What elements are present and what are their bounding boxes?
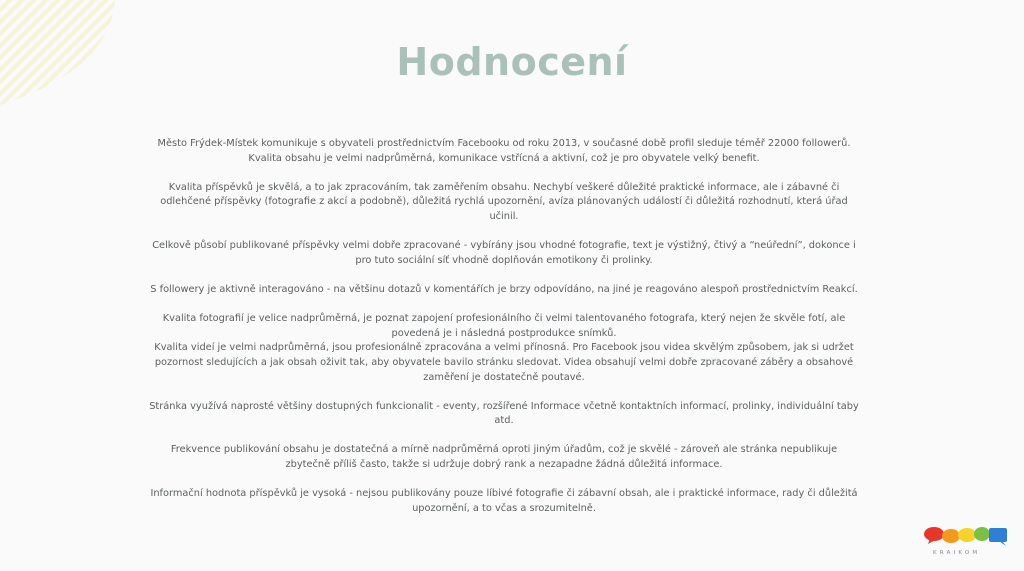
paragraph-functionality: Stránka využívá naprosté většiny dostupných funkcionalit - eventy, rozšířené Informace včetně kontaktních informací, prolinky, individuální taby atd.	[149, 400, 859, 427]
paragraph-frequency: Frekvence publikování obsahu je dostatečná a mírně nadprůměrná oproti jiným úřadům, což je skvělé - zároveň ale stránka nepublikuje zbytečně příliš často, takže si udržuje dobrý rank a nezapadne žádná důležitá informace.	[170, 444, 838, 471]
paragraph-info-value: Informační hodnota příspěvků je vysoká - nejsou publikovány pouze líbivé fotografie či zábavní obsah, ale i praktické informace, rady či důležitá upozornění, a to včas a srozumitelně.	[150, 488, 858, 514]
logo-text: KRAIKOM	[933, 550, 981, 556]
paragraph-video-quality: Kvalita videí je velmi nadprůměrná, jsou profesionálně zpracována a velmi přínosná. Pro Facebook jsou videa skvělým způsobem, jak si udržet pozornost sledujících a jak obsah oživit tak, aby obyvatele bavilo stránku sledovat. Videa obsahují velmi dobře zpracované záběry a obsahové zaměření je dostatečně poutavé.	[154, 342, 854, 383]
paragraph-interaction: S followery je aktivně interagováno - na většinu dotazů v komentářích je brzy odpovídáno, na jiné je reagováno alespoň prostřednictvím Reakcí.	[150, 283, 858, 295]
paragraph-photo-quality: Kvalita fotografií je velice nadprůměrná, je poznat zapojení profesionálního či velmi talentovaného fotografa, který nejen že skvěle fotí, ale povedená je i následná postprodukce snímků.	[162, 313, 846, 339]
evaluation-text	[148, 137, 860, 531]
paragraph-intro: Město Frýdek-Místek komunikuje s obyvateli prostřednictvím Facebooku od roku 2013, v současné době profil sleduje téměř 22000 followerů. Kvalita obsahu je velmi nadprůměrná, komunikace vstřícná a aktivní, což je pro obyvatele velký benefit.	[157, 138, 851, 164]
kraikom-logo	[922, 524, 1012, 562]
page-title: Hodnocení	[396, 40, 628, 84]
paragraph-post-style: Celkově působí publikované příspěvky velmi dobře zpracované - vybírány jsou vhodné fotografie, text je výstižný, čtivý a “neúřední”, dokonce i pro tuto sociální síť vhodně doplňován emotikony či prolinky.	[152, 240, 856, 266]
speech-bubbles-icon	[924, 527, 1007, 546]
paragraph-post-quality: Kvalita příspěvků je skvělá, a to jak zpracováním, tak zaměřením obsahu. Nechybí veškeré důležité praktické informace, ale i zábavné či odlehčené příspěvky (fotografie z akcí a podobně), důležitá rychlá upozornění, avíza plánovaných událostí či důležitá rozhodnutí, která úřad učinil.	[160, 181, 848, 222]
